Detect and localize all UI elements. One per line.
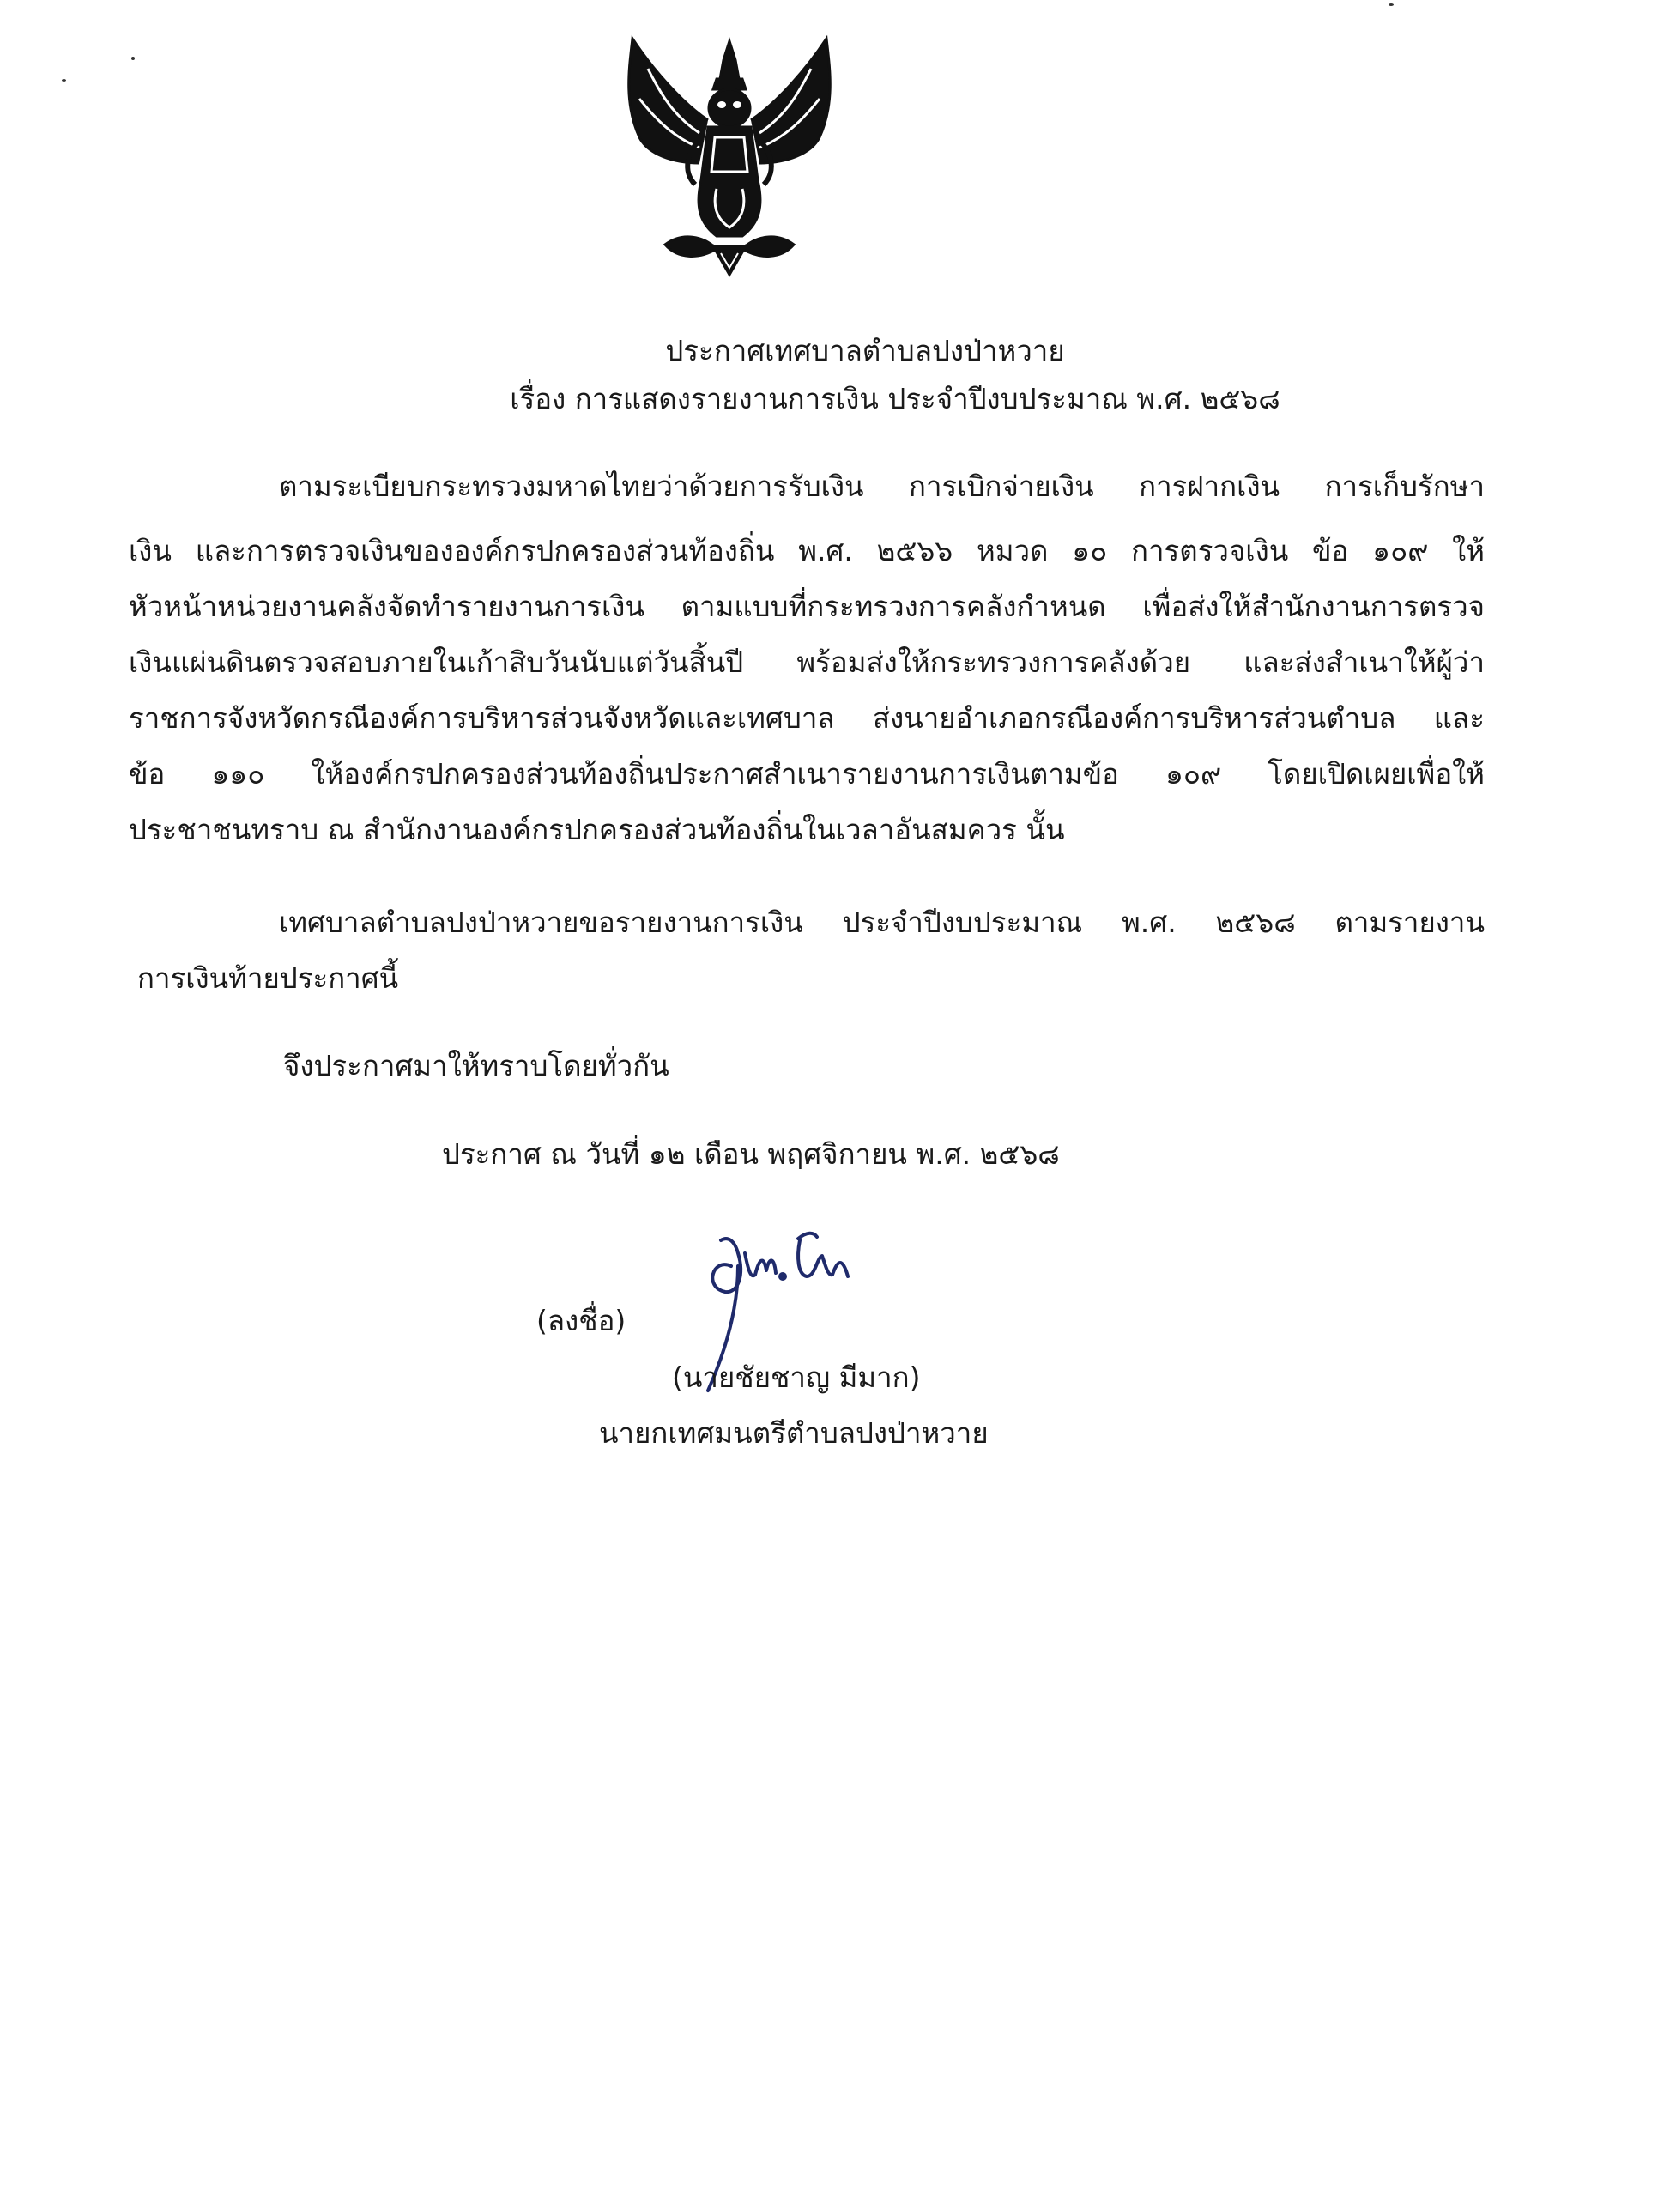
date-line: ประกาศ ณ วันที่ ๑๒ เดือน พฤศจิกายน พ.ศ. ๒๕๖๘ — [442, 1137, 1060, 1171]
signer-name: (นายชัยชาญ มีมาก) — [672, 1361, 921, 1394]
signer-position: นายกเทศมนตรีตำบลปงป่าหวาย — [599, 1416, 989, 1450]
closing-statement: จึงประกาศมาให้ทราบโดยทั่วกัน — [283, 1049, 669, 1082]
paragraph1-line: ราชการจังหวัดกรณีองค์การบริหารส่วนจังหวัดและเทศบาล ส่งนายอำเภอกรณีองค์การบริหารส่วนตำบล และ — [129, 701, 1485, 735]
paragraph2-line: การเงินท้ายประกาศนี้ — [137, 961, 399, 995]
subject-line: เรื่อง การแสดงรายงานการเงิน ประจำปีงบประมาณ พ.ศ. ๒๕๖๘ — [510, 382, 1280, 415]
garuda-emblem-icon — [614, 34, 845, 279]
paragraph1-line: ตามระเบียบกระทรวงมหาดไทยว่าด้วยการรับเงิน การเบิกจ่ายเงิน การฝากเงิน การเก็บรักษา — [279, 470, 1485, 503]
paragraph1-line: ข้อ ๑๑๐ ให้องค์กรปกครองส่วนท้องถิ่นประกาศสำเนารายงานการเงินตามข้อ ๑๐๙ โดยเปิดเผยเพื่อให้ — [129, 757, 1485, 791]
paragraph1-line: หัวหน้าหน่วยงานคลังจัดทำรายงานการเงิน ตามแบบที่กระทรวงการคลังกำหนด เพื่อส่งให้สำนักงานการตรวจ — [129, 590, 1485, 623]
scan-speck — [1389, 3, 1394, 6]
paragraph1-line: ประชาชนทราบ ณ สำนักงานองค์กรปกครองส่วนท้องถิ่นในเวลาอันสมควร นั้น — [129, 813, 1065, 846]
scan-speck — [62, 79, 66, 82]
announcement-title: ประกาศเทศบาลตำบลปงป่าหวาย — [665, 334, 1065, 367]
paragraph1-line: เงินแผ่นดินตรวจสอบภายในเก้าสิบวันนับแต่วันสิ้นปี พร้อมส่งให้กระทรวงการคลังด้วย และส่งสำเนาให้ผู้ว่า — [129, 645, 1485, 679]
scan-speck — [131, 57, 135, 60]
paragraph1-line: เงิน และการตรวจเงินขององค์กรปกครองส่วนท้องถิ่น พ.ศ. ๒๕๖๖ หมวด ๑๐ การตรวจเงิน ข้อ ๑๐๙ ให้ — [129, 534, 1485, 567]
sign-label: (ลงชื่อ) — [536, 1304, 626, 1337]
paragraph2-line: เทศบาลตำบลปงป่าหวายขอรายงานการเงิน ประจำปีงบประมาณ พ.ศ. ๒๕๖๘ ตามรายงาน — [279, 906, 1485, 939]
